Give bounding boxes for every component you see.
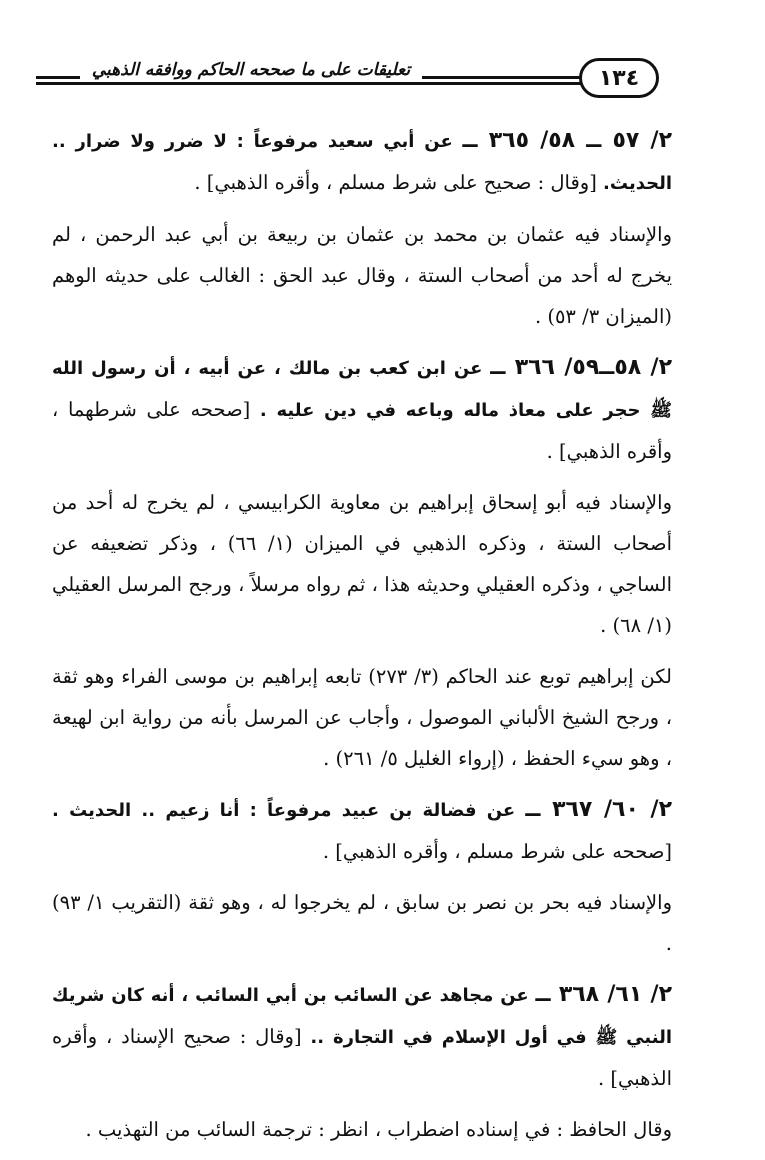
entry — [52, 789, 672, 872]
entry-comment — [52, 482, 672, 646]
comment-text: والإسناد فيه بحر بن نصر بن سابق ، لم يخرجوا له ، وهو ثقة (التقريب ١/ ٩٣) . — [52, 891, 672, 955]
comment-text: وقال الحافظ : في إسناده اضطراب ، انظر : ترجمة السائب من التهذيب . — [85, 1118, 672, 1141]
entry-comment — [52, 214, 672, 337]
entry-paragraph — [52, 789, 672, 872]
entry-hadith: عن ابن كعب بن مالك ، عن أبيه ، أن رسول الله ﷺ حجر على معاذ ماله وباعه في دين عليه . — [52, 358, 672, 421]
entry-paragraph — [52, 974, 672, 1099]
header-rule-left — [36, 76, 70, 85]
entry-ruling: [وقال : صحيح على شرط مسلم ، وأقره الذهبي] . — [194, 171, 597, 194]
entry-comment — [52, 1109, 672, 1150]
entry-hadith: عن فضالة بن عبيد مرفوعاً : أنا زعيم .. الحديث . — [52, 800, 516, 821]
header-title: تعليقات على ما صححه الحاكم ووافقه الذهبي — [80, 60, 422, 80]
entry-ruling: [صححه على شرط مسلم ، وأقره الذهبي] . — [322, 840, 672, 863]
entry-ruling: [وقال : صحيح الإسناد ، وأقره الذهبي] . — [52, 1025, 672, 1090]
entry-ruling: [صححه على شرطهما ، وأقره الذهبي] . — [52, 398, 672, 463]
entry-paragraph — [52, 120, 672, 204]
entry-comment-continued — [52, 656, 672, 779]
comment-text: والإسناد فيه عثمان بن محمد بن عثمان بن ربيعة بن أبي عبد الرحمن ، لم يخرج له أحد من أصحاب الستة ، وقال عبد الحق : الغالب على حديثه الوهم (الميزان ٣/ ٥٣) . — [52, 223, 672, 328]
entry — [52, 347, 672, 472]
entry-hadith: عن مجاهد عن السائب بن أبي السائب ، أنه كان شريك النبي ﷺ في أول الإسلام في التجارة .. — [52, 985, 672, 1048]
entry-reference: ٢/ ٦١/ ٣٦٨ ــ — [535, 982, 673, 1007]
running-header — [58, 52, 655, 108]
entry-reference: ٢/ ٥٧ ــ ٥٨/ ٣٦٥ ــ — [462, 128, 673, 153]
page-body — [52, 120, 672, 1160]
entry — [52, 974, 672, 1099]
entry-hadith: عن أبي سعيد مرفوعاً : لا ضرر ولا ضرار .. الحديث. — [52, 131, 672, 194]
entry — [52, 120, 672, 204]
entry-reference: ٢/ ٥٨ــ٥٩/ ٣٦٦ ــ — [490, 355, 673, 380]
entry-comment — [52, 882, 672, 964]
comment-text: والإسناد فيه أبو إسحاق إبراهيم بن معاوية الكرابيسي ، لم يخرج له أحد من أصحاب الستة ، وذكره الذهبي في الميزان (١/ ٦٦) ، وذكر تضعيفه عن الساجي ، وذكره العقيلي وحديثه هذا ، ثم رواه مرسلاً ، ورجح المرسل العقيلي (١/ ٦٨) . — [52, 491, 672, 637]
comment-text: لكن إبراهيم توبع عند الحاكم (٣/ ٢٧٣) تابعه إبراهيم بن موسى الفراء وهو ثقة ، ورجح الشيخ الألباني الموصول ، وأجاب عن المرسل بأنه من رواية ابن لهيعة ، وهو سيء الحفظ ، (إرواء الغليل ٥/ ٢٦١) . — [52, 665, 672, 770]
page-number: ١٣٤ — [579, 58, 659, 98]
entry-reference: ٢/ ٦٠/ ٣٦٧ ــ — [525, 797, 673, 822]
entry-paragraph — [52, 347, 672, 472]
